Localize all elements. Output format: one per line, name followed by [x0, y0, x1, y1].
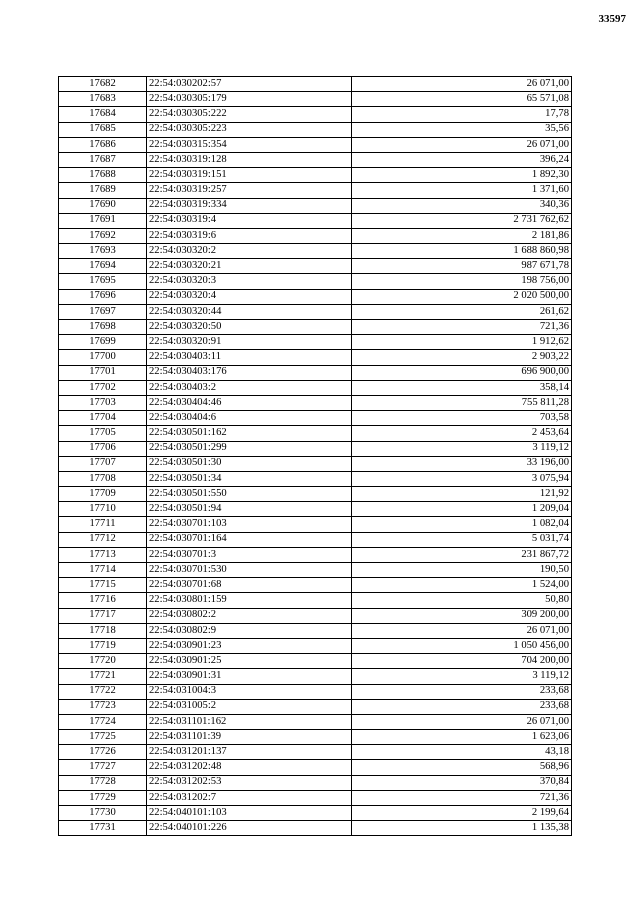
amount-cell: 2 181,86 [352, 228, 572, 243]
table-row [59, 593, 572, 608]
table-row [59, 760, 572, 775]
table-row [59, 684, 572, 699]
table-row [59, 92, 572, 107]
table-row [59, 547, 572, 562]
cadastral-number-cell: 22:54:030319:4 [147, 213, 352, 228]
amount-cell: 65 571,08 [352, 92, 572, 107]
amount-cell: 1 371,60 [352, 183, 572, 198]
table-row [59, 471, 572, 486]
cadastral-number-cell: 22:54:030319:334 [147, 198, 352, 213]
cadastral-number-cell: 22:54:030319:257 [147, 183, 352, 198]
row-number-cell: 17703 [59, 395, 147, 410]
cadastral-number-cell: 22:54:031101:39 [147, 730, 352, 745]
row-number-cell: 17694 [59, 259, 147, 274]
amount-cell: 2 199,64 [352, 806, 572, 821]
table-row [59, 152, 572, 167]
row-number-cell: 17709 [59, 487, 147, 502]
row-number-cell: 17720 [59, 654, 147, 669]
table-row [59, 669, 572, 684]
table-row [59, 714, 572, 729]
row-number-cell: 17687 [59, 152, 147, 167]
amount-cell: 2 731 762,62 [352, 213, 572, 228]
row-number-cell: 17711 [59, 517, 147, 532]
cadastral-number-cell: 22:54:031202:7 [147, 790, 352, 805]
cadastral-number-cell: 22:54:030320:3 [147, 274, 352, 289]
row-number-cell: 17697 [59, 304, 147, 319]
row-number-cell: 17690 [59, 198, 147, 213]
row-number-cell: 17712 [59, 532, 147, 547]
table-row [59, 730, 572, 745]
table-row [59, 137, 572, 152]
cadastral-number-cell: 22:54:030501:30 [147, 456, 352, 471]
amount-cell: 2 903,22 [352, 350, 572, 365]
cadastral-number-cell: 22:54:040101:103 [147, 806, 352, 821]
cadastral-number-cell: 22:54:030901:23 [147, 638, 352, 653]
cadastral-number-cell: 22:54:030901:31 [147, 669, 352, 684]
amount-cell: 17,78 [352, 107, 572, 122]
amount-cell: 1 623,06 [352, 730, 572, 745]
row-number-cell: 17731 [59, 821, 147, 836]
amount-cell: 198 756,00 [352, 274, 572, 289]
cadastral-number-cell: 22:54:030701:68 [147, 578, 352, 593]
cadastral-number-cell: 22:54:030501:162 [147, 426, 352, 441]
table-row [59, 228, 572, 243]
amount-cell: 703,58 [352, 411, 572, 426]
cadastral-number-cell: 22:54:030701:3 [147, 547, 352, 562]
cadastral-number-cell: 22:54:030403:11 [147, 350, 352, 365]
amount-cell: 190,50 [352, 563, 572, 578]
cadastral-number-cell: 22:54:030802:2 [147, 608, 352, 623]
cadastral-number-cell: 22:54:030305:223 [147, 122, 352, 137]
cadastral-number-cell: 22:54:030701:103 [147, 517, 352, 532]
cadastral-number-cell: 22:54:030320:44 [147, 304, 352, 319]
cadastral-number-cell: 22:54:031004:3 [147, 684, 352, 699]
cadastral-number-cell: 22:54:030320:91 [147, 335, 352, 350]
cadastral-number-cell: 22:54:031201:137 [147, 745, 352, 760]
registry-table [58, 76, 572, 836]
cadastral-number-cell: 22:54:031202:53 [147, 775, 352, 790]
cadastral-number-cell: 22:54:030320:21 [147, 259, 352, 274]
row-number-cell: 17729 [59, 790, 147, 805]
table-row [59, 213, 572, 228]
amount-cell: 309 200,00 [352, 608, 572, 623]
table-row [59, 578, 572, 593]
cadastral-number-cell: 22:54:031101:162 [147, 714, 352, 729]
row-number-cell: 17684 [59, 107, 147, 122]
cadastral-number-cell: 22:54:031202:48 [147, 760, 352, 775]
amount-cell: 26 071,00 [352, 77, 572, 92]
amount-cell: 233,68 [352, 699, 572, 714]
row-number-cell: 17689 [59, 183, 147, 198]
table-row [59, 77, 572, 92]
cadastral-number-cell: 22:54:030305:179 [147, 92, 352, 107]
cadastral-number-cell: 22:54:030319:128 [147, 152, 352, 167]
amount-cell: 987 671,78 [352, 259, 572, 274]
cadastral-number-cell: 22:54:030403:2 [147, 380, 352, 395]
cadastral-number-cell: 22:54:030404:6 [147, 411, 352, 426]
table-row [59, 107, 572, 122]
cadastral-number-cell: 22:54:030802:9 [147, 623, 352, 638]
amount-cell: 3 075,94 [352, 471, 572, 486]
amount-cell: 3 119,12 [352, 669, 572, 684]
row-number-cell: 17688 [59, 168, 147, 183]
table-row [59, 395, 572, 410]
table-row [59, 745, 572, 760]
amount-cell: 50,80 [352, 593, 572, 608]
amount-cell: 5 031,74 [352, 532, 572, 547]
cadastral-number-cell: 22:54:030320:4 [147, 289, 352, 304]
row-number-cell: 17714 [59, 563, 147, 578]
table-row [59, 699, 572, 714]
cadastral-number-cell: 22:54:030501:299 [147, 441, 352, 456]
row-number-cell: 17695 [59, 274, 147, 289]
amount-cell: 704 200,00 [352, 654, 572, 669]
table-row [59, 623, 572, 638]
table-row [59, 502, 572, 517]
row-number-cell: 17717 [59, 608, 147, 623]
cadastral-number-cell: 22:54:030320:50 [147, 320, 352, 335]
amount-cell: 2 020 500,00 [352, 289, 572, 304]
table-row [59, 168, 572, 183]
row-number-cell: 17710 [59, 502, 147, 517]
row-number-cell: 17698 [59, 320, 147, 335]
amount-cell: 396,24 [352, 152, 572, 167]
row-number-cell: 17685 [59, 122, 147, 137]
amount-cell: 696 900,00 [352, 365, 572, 380]
cadastral-number-cell: 22:54:030319:6 [147, 228, 352, 243]
page-number: 33597 [598, 13, 626, 25]
amount-cell: 1 082,04 [352, 517, 572, 532]
amount-cell: 358,14 [352, 380, 572, 395]
cadastral-number-cell: 22:54:030701:164 [147, 532, 352, 547]
row-number-cell: 17704 [59, 411, 147, 426]
cadastral-number-cell: 22:54:030901:25 [147, 654, 352, 669]
row-number-cell: 17700 [59, 350, 147, 365]
table-row [59, 335, 572, 350]
table-row [59, 198, 572, 213]
cadastral-number-cell: 22:54:030501:94 [147, 502, 352, 517]
amount-cell: 1 524,00 [352, 578, 572, 593]
amount-cell: 568,96 [352, 760, 572, 775]
row-number-cell: 17683 [59, 92, 147, 107]
cadastral-number-cell: 22:54:030319:151 [147, 168, 352, 183]
table-row [59, 456, 572, 471]
row-number-cell: 17723 [59, 699, 147, 714]
table-row [59, 441, 572, 456]
amount-cell: 26 071,00 [352, 714, 572, 729]
amount-cell: 1 892,30 [352, 168, 572, 183]
amount-cell: 26 071,00 [352, 137, 572, 152]
row-number-cell: 17724 [59, 714, 147, 729]
table-row [59, 608, 572, 623]
amount-cell: 33 196,00 [352, 456, 572, 471]
table-row [59, 320, 572, 335]
cadastral-number-cell: 22:54:030501:550 [147, 487, 352, 502]
row-number-cell: 17715 [59, 578, 147, 593]
table-row [59, 304, 572, 319]
table-row [59, 654, 572, 669]
cadastral-number-cell: 22:54:030403:176 [147, 365, 352, 380]
table-row [59, 380, 572, 395]
cadastral-number-cell: 22:54:040101:226 [147, 821, 352, 836]
table-row [59, 183, 572, 198]
row-number-cell: 17693 [59, 244, 147, 259]
amount-cell: 121,92 [352, 487, 572, 502]
table-row [59, 806, 572, 821]
table-row [59, 821, 572, 836]
table-row [59, 289, 572, 304]
amount-cell: 261,62 [352, 304, 572, 319]
row-number-cell: 17699 [59, 335, 147, 350]
amount-cell: 721,36 [352, 320, 572, 335]
cadastral-number-cell: 22:54:030202:57 [147, 77, 352, 92]
table-row [59, 259, 572, 274]
amount-cell: 1 209,04 [352, 502, 572, 517]
amount-cell: 1 050 456,00 [352, 638, 572, 653]
row-number-cell: 17702 [59, 380, 147, 395]
row-number-cell: 17721 [59, 669, 147, 684]
table-row [59, 775, 572, 790]
row-number-cell: 17701 [59, 365, 147, 380]
table-row [59, 244, 572, 259]
row-number-cell: 17722 [59, 684, 147, 699]
row-number-cell: 17727 [59, 760, 147, 775]
table-row [59, 517, 572, 532]
row-number-cell: 17730 [59, 806, 147, 821]
row-number-cell: 17691 [59, 213, 147, 228]
amount-cell: 340,36 [352, 198, 572, 213]
cadastral-number-cell: 22:54:030404:46 [147, 395, 352, 410]
cadastral-number-cell: 22:54:030320:2 [147, 244, 352, 259]
row-number-cell: 17725 [59, 730, 147, 745]
cadastral-number-cell: 22:54:030315:354 [147, 137, 352, 152]
row-number-cell: 17706 [59, 441, 147, 456]
cadastral-number-cell: 22:54:030701:530 [147, 563, 352, 578]
amount-cell: 35,56 [352, 122, 572, 137]
table-row [59, 411, 572, 426]
row-number-cell: 17686 [59, 137, 147, 152]
table-row [59, 426, 572, 441]
table-row [59, 563, 572, 578]
row-number-cell: 17713 [59, 547, 147, 562]
table-row [59, 790, 572, 805]
row-number-cell: 17719 [59, 638, 147, 653]
cadastral-number-cell: 22:54:030305:222 [147, 107, 352, 122]
row-number-cell: 17705 [59, 426, 147, 441]
table-row [59, 365, 572, 380]
amount-cell: 3 119,12 [352, 441, 572, 456]
row-number-cell: 17682 [59, 77, 147, 92]
row-number-cell: 17692 [59, 228, 147, 243]
amount-cell: 1 912,62 [352, 335, 572, 350]
amount-cell: 755 811,28 [352, 395, 572, 410]
table-row [59, 638, 572, 653]
table-row [59, 487, 572, 502]
amount-cell: 1 688 860,98 [352, 244, 572, 259]
row-number-cell: 17707 [59, 456, 147, 471]
table-row [59, 274, 572, 289]
registry-table-body [59, 77, 572, 836]
row-number-cell: 17696 [59, 289, 147, 304]
amount-cell: 233,68 [352, 684, 572, 699]
row-number-cell: 17716 [59, 593, 147, 608]
amount-cell: 370,84 [352, 775, 572, 790]
table-row [59, 350, 572, 365]
amount-cell: 43,18 [352, 745, 572, 760]
table-row [59, 532, 572, 547]
amount-cell: 231 867,72 [352, 547, 572, 562]
row-number-cell: 17728 [59, 775, 147, 790]
cadastral-number-cell: 22:54:031005:2 [147, 699, 352, 714]
row-number-cell: 17708 [59, 471, 147, 486]
amount-cell: 26 071,00 [352, 623, 572, 638]
table-row [59, 122, 572, 137]
amount-cell: 1 135,38 [352, 821, 572, 836]
cadastral-number-cell: 22:54:030801:159 [147, 593, 352, 608]
row-number-cell: 17726 [59, 745, 147, 760]
cadastral-number-cell: 22:54:030501:34 [147, 471, 352, 486]
amount-cell: 721,36 [352, 790, 572, 805]
row-number-cell: 17718 [59, 623, 147, 638]
amount-cell: 2 453,64 [352, 426, 572, 441]
